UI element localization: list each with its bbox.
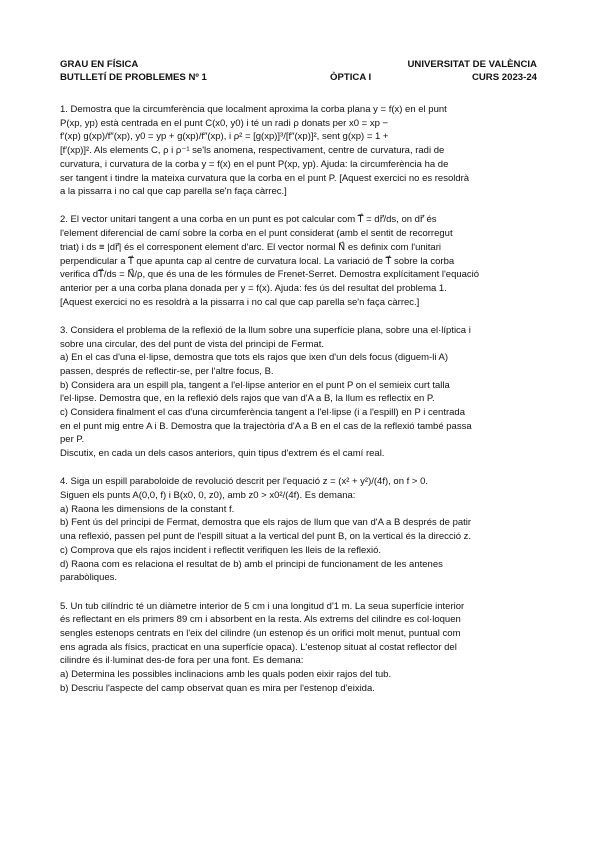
problem-line: Siguen els punts A(0,0, f) i B(x0, 0, z0), amb z0 > x0²/(4f). Es demana:: [60, 490, 356, 502]
problem-line: 3. Considera el problema de la reflexió de la llum sobre una superfície plana, sobre una el·líptica i: [60, 324, 471, 336]
problem-line: 5. Un tub cilíndric té un diàmetre interior de 5 cm i una longitud d'1 m. La seua superfície interior: [60, 600, 465, 612]
problem-line: 2. El vector unitari tangent a una corba en un punt es pot calcular com T⃗ = dr⃗/ds, on dr⃗ és: [60, 214, 437, 226]
header-degree: GRAU EN FÍSICA: [60, 59, 139, 70]
problem-line: 4. Siga un espill paraboloide de revolució descrit per l'equació z = (x² + y²)/(4f), on f > 0.: [60, 476, 429, 488]
problem-line: passen, després de reflectir-se, per l'altre focus, B.: [60, 365, 274, 377]
problem-line: c) Considera finalment el cas d'una circumferència tangent a l'el·lipse (i a l'espill) en P i centrada: [60, 407, 465, 419]
header-subject: ÒPTICA I: [330, 72, 372, 83]
problem-line: c) Comprova que els rajos incident i reflectit verifiquen les lleis de la reflexió.: [60, 544, 382, 556]
problem-3: [60, 324, 537, 461]
problem-line: curvatura, i curvatura de la corba y = f(x) en el punt P(xp, yp). Ajuda: la circumferència ha de: [60, 158, 449, 170]
problem-line: b) Fent ús del principi de Fermat, demostra que els rajos de llum que van d'A a B després de patir: [60, 517, 472, 529]
problem-line: verifica dT⃗/ds = N⃗/ρ, que és una de les fórmules de Frenet-Serret. Demostra explícitament l'equació: [60, 269, 480, 281]
page-header: [60, 58, 537, 84]
problem-line: en el punt mig entre A i B. Demostra que la trajectòria d'A a B en el cas de la reflexió també passa: [60, 420, 472, 432]
problem-line: d) Raona com es relaciona el resultat de b) amb el principi de funcionament de les antenes: [60, 558, 443, 570]
problem-line: ens agrada als físics, practicat en una superfície opaca). L'estenop situat al costat reflector del: [60, 641, 457, 653]
problem-line: Discutix, en cada un dels casos anteriors, quin tipus d'extrem és el camí real.: [60, 448, 385, 460]
problem-line: l'element diferencial de camí sobre la corba en el punt considerat (amb el sentit de recorregut: [60, 228, 453, 240]
problem-line: f′(xp) g(xp)/f″(xp), y0 = yp + g(xp)/f″(xp), i ρ² = [g(xp)]³/[f″(xp)]², sent g(xp) = 1 +: [60, 131, 389, 143]
problem-line: triat) i ds ≡ |dr⃗| és el corresponent element d'arc. El vector normal N⃗ es definix com l'unitari: [60, 241, 441, 253]
problem-line: per P.: [60, 434, 85, 446]
header-course: CURS 2023-24: [471, 72, 537, 83]
problem-line: anterior per a una corba plana donada per y = f(x). Ajuda: fes ús del resultat del problema 1.: [60, 282, 447, 294]
header-university: UNIVERSITAT DE VALÈNCIA: [407, 59, 537, 70]
problem-line: sobre una circular, des del punt de vista del principi de Fermat.: [60, 338, 325, 350]
problem-line: ser tangent i tindre la mateixa curvatura que la corba en el punt P. [Aquest exercici no es resoldrà: [60, 172, 470, 184]
problem-line: a) Raona les dimensions de la constant f.: [60, 503, 235, 515]
problem-line: una reflexió, passen pel punt de l'espill situat a la vertical del punt B, on la vertical és la direcció z.: [60, 531, 472, 543]
problem-list: [60, 103, 537, 695]
problem-line: 1. Demostra que la circumferència que localment aproxima la corba plana y = f(x) en el punt: [60, 104, 447, 115]
problem-line: és reflectant en els primers 89 cm i absorbent en la resta. Als extrems del cilindre es col·loquen: [60, 614, 461, 626]
problem-line: parabòliques.: [60, 572, 118, 584]
problem-line: l'el·lipse. Demostra que, en la reflexió dels rajos que van d'A a B, la llum es reflectix en P.: [60, 393, 435, 405]
problem-line: perpendicular a T⃗ que apunta cap al centre de curvatura local. La variació de T⃗ sobre la corba: [60, 255, 455, 267]
problem-5: [60, 600, 537, 696]
problem-line: [f′(xp)]². Als elements C, ρ i ρ⁻¹ se'ls anomena, respectivament, centre de curvatura, radi de: [60, 145, 445, 157]
problem-line: a) En el cas d'una el·lipse, demostra que tots els rajos que ixen d'un dels focus (diguem-li A): [60, 352, 449, 364]
problem-line: a) Determina les possibles inclinacions amb les quals poden eixir rajos del tub.: [60, 669, 392, 681]
problem-line: cilindre és il·luminat des-de fora per una font. Es demana:: [60, 655, 304, 667]
problem-2: [60, 213, 537, 309]
problem-line: b) Considera ara un espill pla, tangent a l'el·lipse anterior en el punt P on el semieix curt talla: [60, 379, 450, 391]
problem-line: a la pissarra i no cal que cap parella se'n faça càrrec.]: [60, 186, 287, 198]
header-bulletin: BUTLLETÍ DE PROBLEMES Nº 1: [60, 72, 207, 83]
problem-line: P(xp, yp) està centrada en el punt C(x0, y0) i té un radi ρ donats per x0 = xp −: [60, 117, 389, 129]
problem-line: [Aquest exercici no es resoldrà a la pissarra i no cal que cap parella se'n faça càrrec.]: [60, 296, 420, 308]
problem-line: b) Descriu l'aspecte del camp observat quan es mira per l'estenop d'eixida.: [60, 682, 375, 694]
problem-1: [60, 103, 537, 199]
problem-line: sengles estenops centrats en l'eix del cilindre (un estenop és un orifici molt menut, puntual com: [60, 627, 461, 639]
problem-4: [60, 475, 537, 585]
